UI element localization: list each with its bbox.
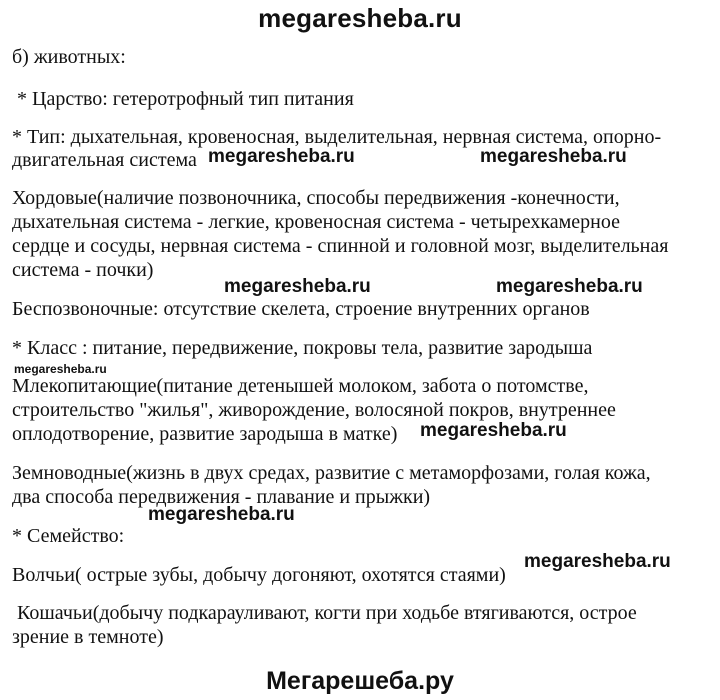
family-line: * Семейство: xyxy=(12,525,125,547)
mammals-line-1: Млекопитающие(питание детенышей молоком, забота о потомстве, xyxy=(12,375,589,397)
chordates-line-4: система - почки) xyxy=(12,259,154,281)
watermark: megaresheba.ru xyxy=(148,504,295,525)
kingdom-line: * Царство: гетеротрофный тип питания xyxy=(12,88,354,110)
chordates-line-1: Хордовые(наличие позвоночника, способы передвижения -конечности, xyxy=(12,187,620,209)
section-heading-animals: б) животных: xyxy=(12,46,126,68)
phylum-line-1: * Тип: дыхательная, кровеносная, выделительная, нервная система, опорно- xyxy=(12,126,662,148)
invertebrates-line: Беспозвоночные: отсутствие скелета, строение внутренних органов xyxy=(12,298,590,320)
site-header-watermark: megaresheba.ru xyxy=(258,3,462,33)
watermark: megaresheba.ru xyxy=(480,146,627,167)
felines-line-2: зрение в темноте) xyxy=(12,626,164,648)
watermark: megaresheba.ru xyxy=(208,146,355,167)
amphibians-line-2: два способа передвижения - плавание и прыжки) xyxy=(12,486,431,508)
chordates-line-2: дыхательная система - легкие, кровеносная система - четырехкамерное xyxy=(12,211,620,233)
canines-line: Волчьи( острые зубы, добычу догоняют, охотятся стаями) xyxy=(12,564,506,586)
mammals-line-2: строительство "жилья", живорождение, волосяной покров, внутреннее xyxy=(12,399,616,421)
watermark: megaresheba.ru xyxy=(496,276,643,297)
chordates-line-3: сердце и сосуды, нервная система - спинной и головной мозг, выделительная xyxy=(12,235,669,257)
watermark: megaresheba.ru xyxy=(224,276,371,297)
site-footer-watermark: Мегарешеба.ру xyxy=(266,667,454,695)
class-line: * Класс : питание, передвижение, покровы тела, развитие зародыша xyxy=(12,337,593,359)
felines-line-1: Кошачьи(добычу подкарауливают, когти при ходьбе втягиваются, острое xyxy=(12,602,637,624)
phylum-line-2: двигательная система xyxy=(12,149,197,171)
watermark: megaresheba.ru xyxy=(524,551,671,572)
amphibians-line-1: Земноводные(жизнь в двух средах, развитие с метаморфозами, голая кожа, xyxy=(12,462,651,484)
mammals-line-3: оплодотворение, развитие зародыша в матке) xyxy=(12,423,398,445)
watermark: megaresheba.ru xyxy=(420,420,567,441)
watermark-small: megaresheba.ru xyxy=(14,362,107,376)
